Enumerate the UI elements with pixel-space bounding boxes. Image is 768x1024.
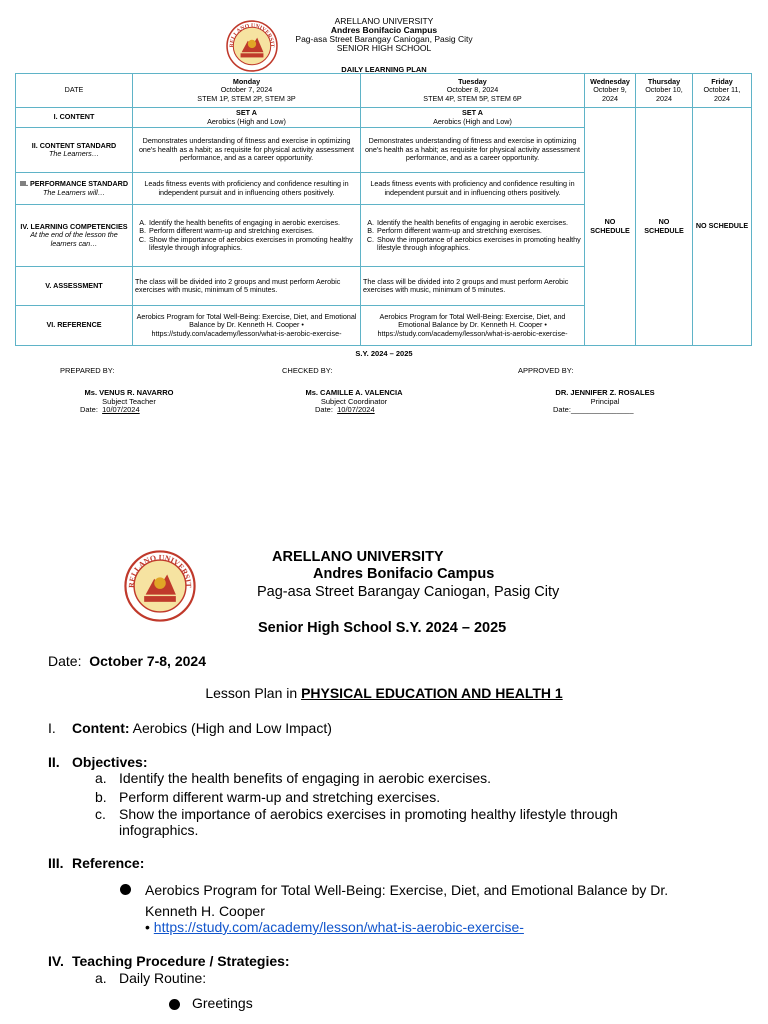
content-label: I. CONTENT bbox=[16, 108, 133, 128]
content-text: Aerobics (High and Low) bbox=[433, 116, 512, 126]
header-address: Pag-asa Street Barangay Caniogan, Pasig City bbox=[295, 34, 473, 44]
bullet-icon bbox=[120, 884, 131, 895]
objectives-heading: II. Objectives: bbox=[48, 754, 148, 770]
wednesday-no-schedule: NO SCHEDULE bbox=[585, 108, 636, 346]
tuesday-header bbox=[361, 74, 585, 108]
friday-header bbox=[693, 74, 752, 108]
list-item: B. Perform different warm-up and stretching exercises. bbox=[148, 227, 358, 236]
header-school: SENIOR HIGH SCHOOL bbox=[336, 43, 432, 53]
daily-routine: a. Daily Routine: bbox=[95, 970, 207, 986]
checked-by-label: CHECKED BY: bbox=[282, 366, 333, 375]
date-label-cell: DATE bbox=[16, 74, 133, 108]
greetings-item: Greetings bbox=[192, 995, 253, 1011]
objective-item: a. Identify the health benefits of engaging in aerobic exercises. bbox=[95, 770, 492, 786]
competencies-monday bbox=[133, 205, 361, 267]
reference-link[interactable]: https://study.com/academy/lesson/what-is-aerobic-exercise- bbox=[153, 919, 524, 935]
performance-standard-monday: Leads fitness events with proficiency and confidence resulting in independent pursuit and in influencing others positively. bbox=[133, 173, 361, 205]
friday-day: Friday bbox=[711, 76, 733, 86]
lesson-campus: Andres Bonifacio Campus bbox=[313, 566, 495, 582]
signatory-date: Date: 10/07/2024 bbox=[315, 405, 375, 414]
monday-date: October 7, 2024 bbox=[220, 85, 273, 95]
content-set: SET A bbox=[236, 108, 257, 117]
content-standard-label bbox=[16, 128, 133, 173]
approved-by-label: APPROVED BY: bbox=[518, 366, 574, 375]
reference-book: Aerobics Program for Total Well-Being: Exercise, Diet, and Emotional Balance by Dr. Kenneth H. Cooper bbox=[145, 882, 669, 919]
plan-prefix: Lesson Plan in bbox=[205, 685, 298, 701]
signatory-date: Date:_______________ bbox=[553, 405, 634, 414]
content-tuesday bbox=[361, 108, 585, 128]
content-standard-sub: The Learners… bbox=[49, 149, 99, 159]
lesson-school-sy: Senior High School S.Y. 2024 – 2025 bbox=[258, 620, 507, 636]
content-set: SET A bbox=[462, 108, 483, 117]
assessment-tuesday: The class will be divided into 2 groups and must perform Aerobic exercises with music, minimum of 5 minutes. bbox=[361, 267, 585, 306]
list-item: C. Show the importance of aerobics exercises in promoting healthy lifestyle through infographics. bbox=[148, 236, 358, 253]
signatory-name: DR. JENNIFER Z. ROSALES bbox=[555, 388, 655, 397]
prepared-by-label: PREPARED BY: bbox=[60, 366, 115, 375]
content-standard-tuesday: Demonstrates understanding of fitness and exercise in optimizing one's health as a habit; as requisite for physical activity assessment performance, and as a career opportunity. bbox=[361, 128, 585, 173]
seal-text: RELLANO UNIVERSIT bbox=[126, 552, 193, 589]
reference-tuesday: Aerobics Program for Total Well-Being: Exercise, Diet, and Emotional Balance by Dr. Kenneth H. Cooper • https://study.com/academy/lesson/what-is-aerobic-exercise- bbox=[361, 306, 585, 346]
wednesday-day: Wednesday bbox=[590, 76, 630, 86]
thursday-date: October 10, 2024 bbox=[645, 85, 683, 103]
table-row bbox=[16, 74, 752, 108]
objective-item: c. Show the importance of aerobics exercises in promoting healthy lifestyle through infographics. bbox=[95, 806, 618, 838]
signatory-role: Subject Coordinator bbox=[320, 396, 388, 406]
signatory-name: Ms. VENUS R. NAVARRO bbox=[84, 388, 174, 397]
approved-by-block bbox=[549, 389, 661, 415]
thursday-no-schedule: NO SCHEDULE bbox=[636, 108, 693, 346]
tuesday-date: October 8, 2024 bbox=[446, 85, 499, 95]
content-standard-monday: Demonstrates understanding of fitness and exercise in optimizing one's health as a habit; as requisite for physical activity assessment performance, and as a career opportunity. bbox=[133, 128, 361, 173]
performance-standard-sub: The Learners will… bbox=[43, 187, 105, 197]
lesson-university: ARELLANO UNIVERSITY bbox=[272, 549, 444, 565]
lesson-date bbox=[48, 653, 206, 669]
prepared-by-block bbox=[80, 389, 178, 415]
daily-learning-plan-table bbox=[15, 73, 752, 346]
link-bullet: • bbox=[145, 919, 150, 935]
plan-title: DAILY LEARNING PLAN bbox=[341, 65, 427, 74]
objective-item: b. Perform different warm-up and stretching exercises. bbox=[95, 789, 441, 805]
competencies-title: IV. LEARNING COMPETENCIES bbox=[20, 221, 128, 231]
header-university: ARELLANO UNIVERSITY bbox=[334, 16, 434, 26]
table-row bbox=[16, 108, 752, 128]
list-item: A. Identify the health benefits of engaging in aerobic exercises. bbox=[376, 219, 582, 228]
competencies-sub: At the end of the lesson the learners can… bbox=[30, 230, 118, 248]
content-text: Aerobics (High and Low) bbox=[207, 116, 286, 126]
monday-header bbox=[133, 74, 361, 108]
university-seal-logo bbox=[124, 550, 196, 622]
content-standard-title: II. CONTENT STANDARD bbox=[31, 140, 117, 150]
performance-standard-title: III. PERFORMANCE STANDARD bbox=[19, 179, 129, 189]
list-item: C. Show the importance of aerobics exercises in promoting healthy lifestyle through infographics. bbox=[376, 236, 582, 253]
wednesday-header bbox=[585, 74, 636, 108]
header-campus: Andres Bonifacio Campus bbox=[330, 25, 438, 35]
thursday-header bbox=[636, 74, 693, 108]
friday-date: October 11, 2024 bbox=[703, 85, 741, 103]
teaching-heading: IV. Teaching Procedure / Strategies: bbox=[48, 953, 290, 969]
seal-text: RELLANO UNIVERSIT bbox=[229, 23, 275, 48]
lesson-address: Pag-asa Street Barangay Caniogan, Pasig City bbox=[257, 584, 560, 600]
signatory-role: Principal bbox=[590, 396, 620, 406]
content-section: I. Content: Aerobics (High and Low Impact) bbox=[48, 720, 332, 736]
signatory-date: Date: 10/07/2024 bbox=[80, 405, 140, 414]
reference-label: VI. REFERENCE bbox=[16, 306, 133, 346]
signatory-role: Subject Teacher bbox=[102, 396, 156, 406]
date-value: October 7-8, 2024 bbox=[89, 653, 206, 669]
assessment-monday: The class will be divided into 2 groups and must perform Aerobic exercises with music, minimum of 5 minutes. bbox=[133, 267, 361, 306]
content-monday bbox=[133, 108, 361, 128]
monday-day: Monday bbox=[232, 76, 261, 86]
bullet-icon bbox=[169, 999, 180, 1010]
performance-standard-tuesday: Leads fitness events with proficiency and confidence resulting in independent pursuit and in influencing others positively. bbox=[361, 173, 585, 205]
competencies-tuesday bbox=[361, 205, 585, 267]
tuesday-day: Tuesday bbox=[458, 76, 487, 86]
assessment-label: V. ASSESSMENT bbox=[16, 267, 133, 306]
lesson-plan-title bbox=[0, 685, 768, 701]
reference-link-row bbox=[145, 919, 524, 935]
tuesday-sections: STEM 4P, STEM 5P, STEM 6P bbox=[423, 93, 522, 103]
list-item: A. Identify the health benefits of engaging in aerobic exercises. bbox=[148, 219, 358, 228]
friday-no-schedule: NO SCHEDULE bbox=[693, 108, 752, 346]
reference-monday: Aerobics Program for Total Well-Being: Exercise, Diet, and Emotional Balance by Dr. Kenneth H. Cooper • https://study.com/academy/lesson/what-is-aerobic-exercise- bbox=[133, 306, 361, 346]
performance-standard-label bbox=[16, 173, 133, 205]
reference-heading: III. Reference: bbox=[48, 855, 145, 871]
thursday-day: Thursday bbox=[647, 76, 681, 86]
competencies-label bbox=[16, 205, 133, 267]
list-item: B. Perform different warm-up and stretching exercises. bbox=[376, 227, 582, 236]
checked-by-block bbox=[300, 389, 408, 415]
date-label: Date: bbox=[48, 653, 82, 669]
signatory-name: Ms. CAMILLE A. VALENCIA bbox=[305, 388, 403, 397]
school-year: S.Y. 2024 – 2025 bbox=[355, 349, 413, 358]
monday-sections: STEM 1P, STEM 2P, STEM 3P bbox=[197, 93, 296, 103]
plan-subject: PHYSICAL EDUCATION AND HEALTH 1 bbox=[301, 685, 563, 701]
wednesday-date: October 9, 2024 bbox=[593, 85, 627, 103]
